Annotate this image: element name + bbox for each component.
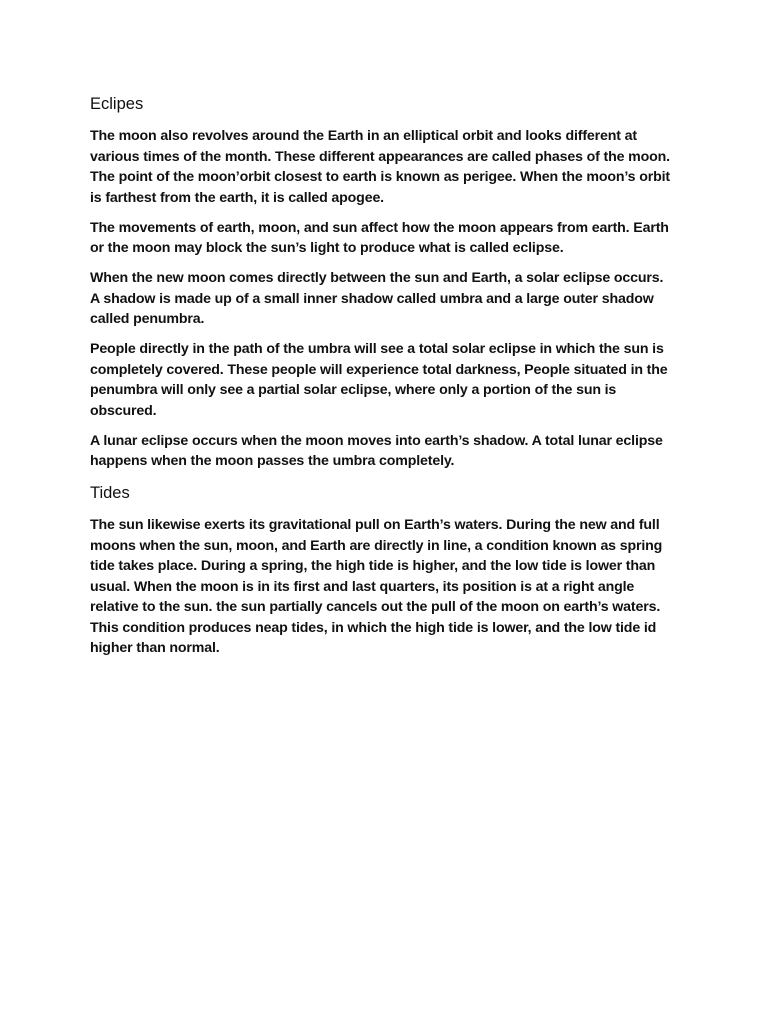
paragraph: The sun likewise exerts its gravitational pull on Earth’s waters. During the new and full moons when the sun, moon, and Earth are directly in line, a condition known as spring tide takes place. During a spring, the high tide is higher, and the low tide is lower than usual. When the moon is in its first and last quarters, its position is at a right angle relative to the sun. the sun partially cancels out the pull of the moon on earth’s waters. This condition produces neap tides, in which the high tide is lower, and the low tide id higher than normal. bbox=[90, 517, 663, 656]
section-heading-tides: Tides bbox=[90, 484, 130, 502]
paragraph: The moon also revolves around the Earth in an elliptical orbit and looks different at various times of the month. These different appearances are called phases of the moon. The point of the moon’orbit closest to earth is known as perigee. When the moon’s orbit is farthest from the earth, it is called apogee. bbox=[90, 128, 670, 206]
paragraph: A lunar eclipse occurs when the moon moves into earth’s shadow. A total lunar eclipse happens when the moon passes the umbra completely. bbox=[90, 432, 663, 469]
document-content bbox=[90, 92, 676, 668]
paragraph: The movements of earth, moon, and sun affect how the moon appears from earth. Earth or the moon may block the sun’s light to produce what is called eclipse. bbox=[90, 219, 669, 256]
paragraph: People directly in the path of the umbra will see a total solar eclipse in which the sun is completely covered. These people will experience total darkness, People situated in the penumbra will only see a partial solar eclipse, where only a portion of the sun is obscured. bbox=[90, 341, 668, 419]
paragraph: When the new moon comes directly between the sun and Earth, a solar eclipse occurs. A shadow is made up of a small inner shadow called umbra and a large outer shadow called penumbra. bbox=[90, 270, 664, 327]
section-heading-eclipses: Eclipes bbox=[90, 95, 144, 113]
